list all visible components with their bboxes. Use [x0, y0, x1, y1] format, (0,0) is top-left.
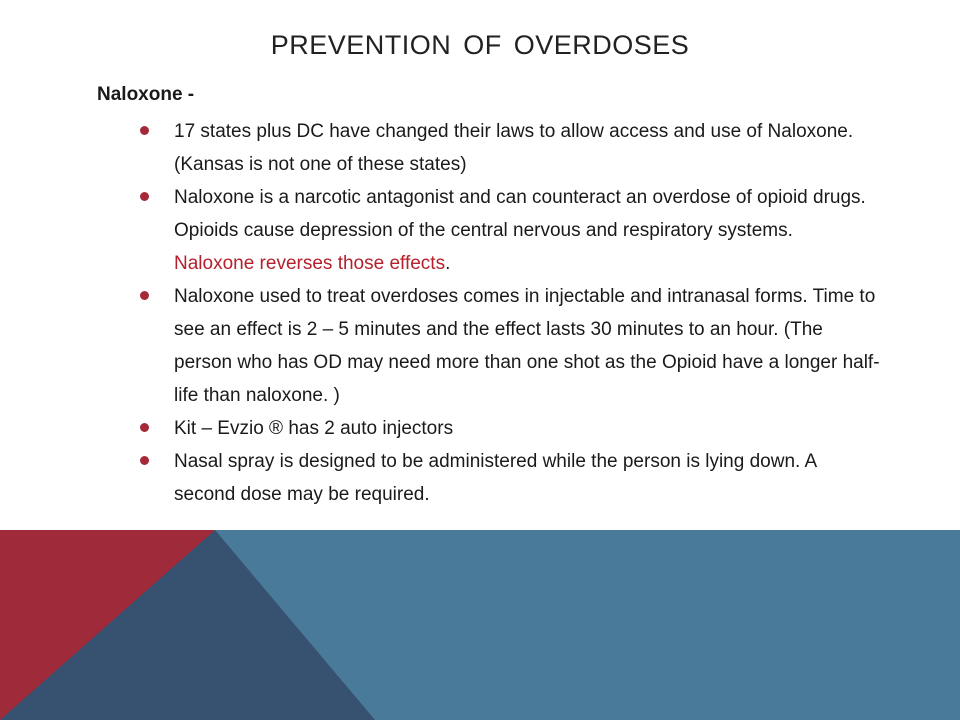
bullet-item [140, 181, 880, 280]
bullet-item [140, 412, 880, 445]
bullet-dot-icon [140, 126, 149, 135]
bullet-item [140, 445, 880, 511]
bullet-tail: . [445, 253, 451, 274]
bullet-text: 17 states plus DC have changed their laws to allow access and use of Naloxone. (Kansas is not one of these states) [174, 121, 854, 175]
bullet-item [140, 115, 880, 181]
slide-title: PREVENTION OF OVERDOSES [270, 30, 690, 60]
bullet-text: Kit – Evzio ® has 2 auto injectors [174, 418, 454, 439]
decorative-footer-band [0, 530, 960, 720]
bullet-dot-icon [140, 456, 149, 465]
bullet-text: Naloxone used to treat overdoses comes in injectable and intranasal forms. Time to see an effect is 2 – 5 minutes and the effect lasts 30 minutes to an hour. (The person who has OD may need more than one shot as the Opioid have a longer half-life than naloxone. ) [174, 286, 880, 406]
bullet-dot-icon [140, 291, 149, 300]
subheading-naloxone: Naloxone - [97, 84, 195, 105]
bullet-list [140, 115, 880, 511]
bullet-text: Nasal spray is designed to be administered while the person is lying down. A second dose may be required. [174, 451, 817, 505]
bullet-dot-icon [140, 192, 149, 201]
bullet-item [140, 280, 880, 412]
bullet-text: Naloxone is a narcotic antagonist and can counteract an overdose of opioid drugs. Opioids cause depression of the central nervous and respiratory systems. [174, 187, 866, 241]
bullet-dot-icon [140, 423, 149, 432]
bullet-emphasis: Naloxone reverses those effects [174, 253, 446, 274]
